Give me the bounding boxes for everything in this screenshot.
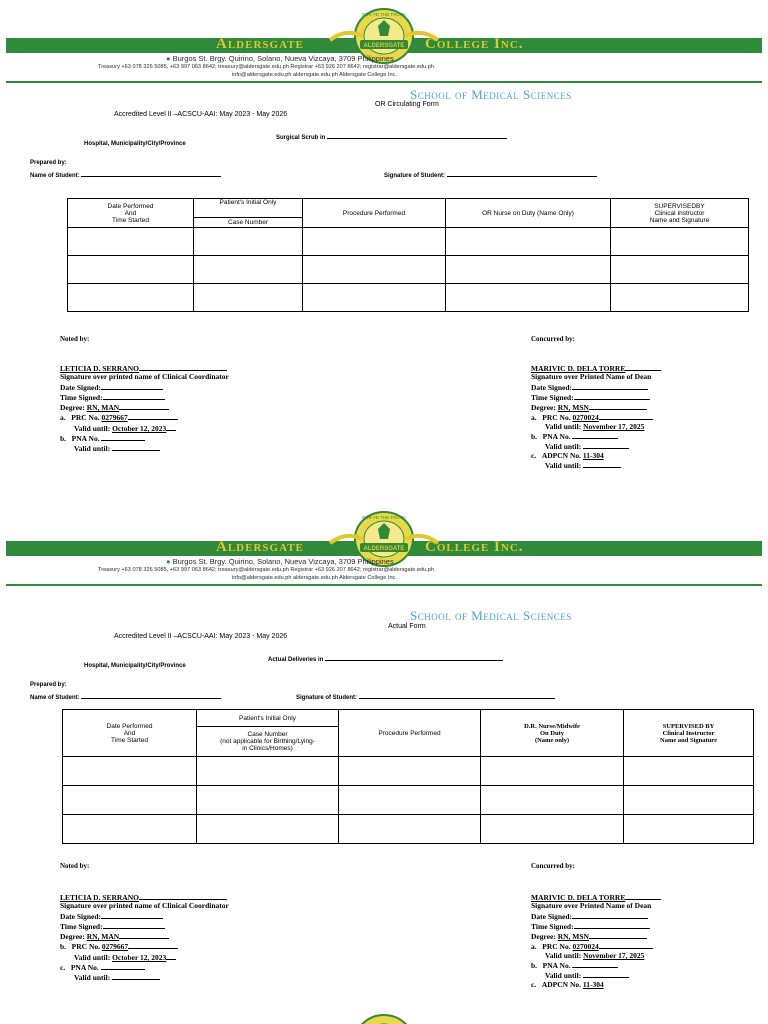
noted-by-label: Noted by: [60, 335, 90, 343]
table-row [68, 256, 749, 284]
time-signed-line[interactable] [103, 392, 165, 400]
pna-label: PNA No. [71, 434, 100, 444]
college-name-right: College Inc. [425, 36, 524, 52]
coordinator-prc: 0279667 [101, 942, 129, 952]
time-signed-line[interactable] [103, 921, 165, 929]
form-title: Actual Form [388, 623, 426, 630]
col-procedure: Procedure Performed [303, 199, 446, 228]
dean-signature-block: MARIVIC D. DELA TORRE Signature over Printed Name of Dean Date Signed: Time Signed: Degree: RN, MSN a. PRC No. 0270024 Valid until: November 17, 2025 b. PNA No. Valid until: c. ADPCN No. 11-304 Valid until: [531, 363, 661, 470]
table-row [63, 815, 754, 844]
dean-degree: RN, MSN [557, 403, 589, 413]
dean-prc-valid: November 17, 2025 [583, 421, 645, 431]
col-procedure: Procedure Performed [339, 710, 481, 757]
student-name-label: Name of Student: [30, 173, 80, 179]
dean-prc: 0270024 [572, 413, 599, 423]
coordinator-title: Signature over printed name of Clinical Coordinator [60, 901, 229, 911]
college-name-left: Aldersgate [216, 36, 304, 52]
col-case-number: Case Number (not applicable for Birthing/Lying- in Clinics/Homes) [197, 727, 339, 757]
web-line: info@aldersgate.edu.ph aldersgate.edu.ph Aldersgate College Inc. [232, 72, 397, 78]
table-row [68, 228, 749, 256]
location-pin-icon: ● [166, 557, 171, 566]
contact-line: Treasury +63 078 326 5085, +63 997 063 8642; treasury@aldersgate.edu.ph Registrar +63 926 207 8642; registrar@aldersgate.edu.ph [98, 64, 434, 70]
college-seal-logo-partial [326, 1012, 442, 1024]
concurred-by-label: Concurred by: [531, 335, 576, 343]
coordinator-signature-block: LETICIA D. SERRANO Signature over printed name of Clinical Coordinator Date Signed: Time Signed: Degree: RN, MAN a. PRC No. 0279667 Valid until: October 12, 2023 b. PNA No. Valid until: [60, 364, 229, 454]
coordinator-title: Signature over printed name of Clinical Coordinator [60, 372, 229, 382]
header-bottom-rule [6, 81, 762, 83]
location-pin-icon: ● [166, 54, 171, 63]
dean-prc-valid: November 17, 2025 [583, 950, 645, 960]
table-row [68, 284, 749, 312]
hospital-label: Hospital, Municipality/City/Province [84, 141, 186, 147]
col-dr-nurse: D.R. Nurse/Midwife On Duty (Name only) [481, 710, 624, 757]
address-line [166, 557, 394, 566]
col-date-performed: Date Performed And Time Started [63, 710, 197, 757]
coordinator-degree: RN, MAN [86, 932, 120, 942]
date-signed-label: Date Signed: [60, 382, 102, 392]
actual-deliveries-line[interactable] [325, 653, 503, 661]
col-case-number: Case Number [194, 218, 303, 228]
student-signature-field [384, 169, 597, 179]
svg-text:ALDERSGATE: ALDERSGATE [363, 43, 405, 49]
prepared-by-label: Prepared by: [30, 682, 67, 688]
dean-title: Signature over Printed Name of Dean [531, 372, 652, 382]
coordinator-degree: RN, MAN [86, 403, 120, 413]
col-supervised-by: SUPERVISED BY Clinical Instructor Name and Signature [624, 710, 754, 757]
actual-deliveries-table [62, 709, 754, 844]
col-supervised-by: SUPERVISEDBY Clinical Instructor Name and Signature [611, 199, 749, 228]
date-signed-line[interactable] [101, 911, 163, 919]
coordinator-prc-valid: October 12, 2023 [112, 423, 167, 433]
surgical-scrub-field [276, 131, 507, 141]
student-signature-label: Signature of Student: [296, 695, 357, 701]
col-or-nurse: OR Nurse on Duty (Name Only) [446, 199, 611, 228]
web-line: info@aldersgate.edu.ph aldersgate.edu.ph Aldersgate College Inc. [232, 575, 397, 581]
form-title: OR Circulating Form [375, 101, 439, 108]
accreditation-text: Accredited Level II –ACSCU-AAI: May 2023 - May 2026 [114, 633, 288, 640]
pna-line[interactable] [101, 433, 145, 441]
student-name-field [30, 169, 221, 179]
address-line [166, 54, 394, 63]
time-signed-label: Time Signed: [60, 392, 103, 402]
dean-adpcn: 11-304 [582, 450, 604, 460]
accreditation-text: Accredited Level II –ACSCU-AAI: May 2023 - May 2026 [114, 111, 288, 118]
dean-name: MARIVIC D. DELA TORRE [531, 893, 626, 902]
dean-title: Signature over Printed Name of Dean [531, 901, 652, 911]
college-name-left: Aldersgate [216, 539, 304, 555]
student-name-line[interactable] [81, 691, 221, 699]
student-signature-label: Signature of Student: [384, 173, 445, 179]
dean-adpcn: 11-304 [582, 979, 604, 989]
svg-text:ALDERSGATE: ALDERSGATE [363, 546, 405, 552]
student-signature-line[interactable] [359, 691, 555, 699]
actual-deliveries-label: Actual Deliveries in [268, 657, 324, 663]
student-signature-line[interactable] [447, 169, 597, 177]
coordinator-signature-block: LETICIA D. SERRANO Signature over printed name of Clinical Coordinator Date Signed: Time Signed: Degree: RN, MAN b. PRC No. 0279667 Valid until: October 12, 2023 c. PNA No. Valid until: [60, 893, 229, 983]
date-signed-label: Date Signed: [60, 911, 102, 921]
date-signed-line[interactable] [101, 382, 163, 390]
concurred-by-label: Concurred by: [531, 862, 576, 870]
address-text: Burgos St. Brgy. Quirino, Solano, Nueva Vizcaya, 3709 Philippines [172, 557, 394, 566]
or-circulating-table [67, 198, 749, 312]
time-signed-label: Time Signed: [60, 921, 103, 931]
table-row [63, 757, 754, 786]
student-name-label: Name of Student: [30, 695, 80, 701]
dean-name: MARIVIC D. DELA TORRE [531, 364, 626, 373]
table-row [63, 786, 754, 815]
coordinator-prc-valid: October 12, 2023 [112, 952, 167, 962]
coordinator-name: LETICIA D. SERRANO [60, 364, 139, 373]
contact-line: Treasury +63 078 326 5085, +63 997 063 8642; treasury@aldersgate.edu.ph Registrar +63 926 207 8642; registrar@aldersgate.edu.ph [98, 567, 434, 573]
student-signature-field [296, 691, 555, 701]
student-name-line[interactable] [81, 169, 221, 177]
dean-signature-block: MARIVIC D. DELA TORRE Signature over Printed Name of Dean Date Signed: Time Signed: Degree: RN, MSN a. PRC No. 0270024 Valid until: November 17, 2025 b. PNA No. Valid until: c. ADPCN No. 11-304 [531, 892, 661, 989]
coordinator-prc: 0279667 [101, 413, 128, 423]
dean-degree: RN, MSN [557, 932, 589, 942]
svg-text:FOR YE THE TRUTH: FOR YE THE TRUTH [362, 515, 406, 520]
pna-line[interactable] [101, 962, 145, 970]
student-name-field [30, 691, 221, 701]
prepared-by-label: Prepared by: [30, 160, 67, 166]
col-patient-initial: Patient's Initial Only [197, 710, 339, 727]
actual-deliveries-field [268, 653, 503, 663]
school-title: School of Medical Sciences [410, 87, 572, 102]
header-bottom-rule [6, 584, 762, 586]
hospital-label: Hospital, Municipality/City/Province [84, 663, 186, 669]
col-patient-initial: Patient's Initial Only [194, 199, 303, 218]
svg-text:FOR YE THE TRUTH: FOR YE THE TRUTH [362, 12, 406, 17]
coordinator-name: LETICIA D. SERRANO [60, 893, 139, 902]
school-title: School of Medical Sciences [410, 608, 572, 623]
college-name-right: College Inc. [425, 539, 524, 555]
surgical-scrub-line[interactable] [327, 131, 507, 139]
surgical-scrub-label: Surgical Scrub in [276, 135, 326, 141]
address-text: Burgos St. Brgy. Quirino, Solano, Nueva Vizcaya, 3709 Philippines [172, 54, 394, 63]
col-date-performed: Date Performed And Time Started [68, 199, 194, 228]
pna-label: PNA No. [70, 963, 99, 973]
noted-by-label: Noted by: [60, 862, 90, 870]
dean-prc: 0270024 [572, 942, 599, 952]
